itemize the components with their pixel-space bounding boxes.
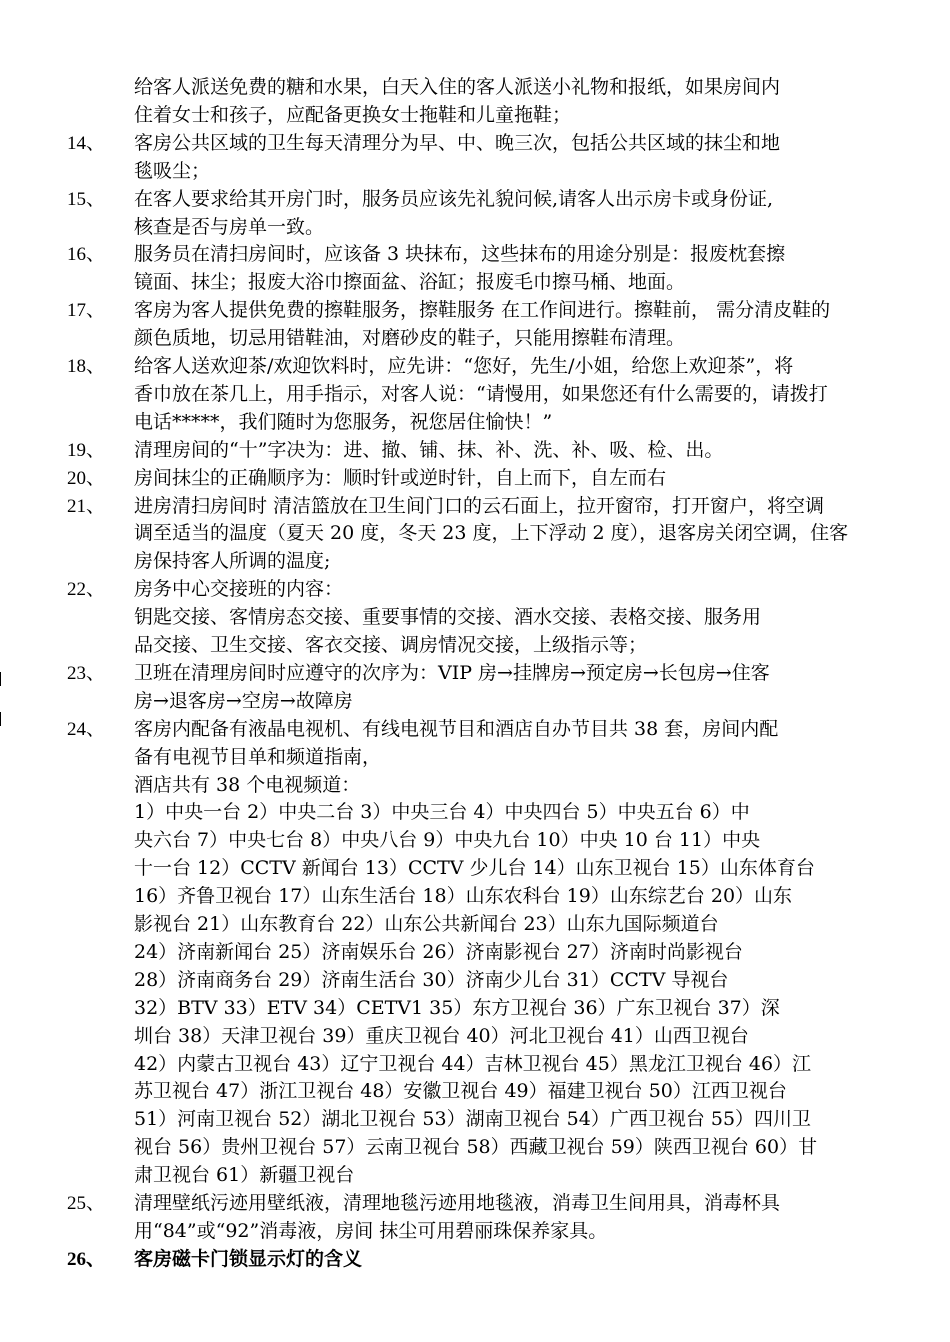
item-number: 15、 [67,188,106,210]
text-line: 房间抹尘的正确顺序为：顺时针或逆时针，自上而下，自左而右 [134,466,667,489]
text-line: 调至适当的温度（夏天 20 度，冬天 23 度，上下浮动 2 度），退客房关闭空调，住客 [134,522,849,545]
text-line: 肃卫视台 61）新疆卫视台 [134,1164,355,1187]
text-line: 住着女士和孩子，应配备更换女士拖鞋和儿童拖鞋； [134,103,572,126]
item-number: 23、 [67,662,106,684]
text-line: 51）河南卫视台 52）湖北卫视台 53）湖南卫视台 54）广西卫视台 55）四川卫 [134,1108,812,1131]
text-line: 钥匙交接、客情房态交接、重要事情的交接、酒水交接、表格交接、服务用 [134,606,762,629]
text-line: 客房为客人提供免费的擦鞋服务，擦鞋服务 在工作间进行。擦鞋前， 需分清皮鞋的 [134,299,831,322]
item-number: 20、 [67,467,106,489]
text-line: 视台 56）贵州卫视台 57）云南卫视台 58）西藏卫视台 59）陕西卫视台 60）甘 [134,1136,818,1159]
text-line: 备有电视节目单和频道指南， [134,745,382,768]
text-line: 在客人要求给其开房门时，服务员应该先礼貌问候,请客人出示房卡或身份证, [134,187,774,210]
item-number: 18、 [67,356,106,377]
text-line: 客房内配备有液晶电视机、有线电视节目和酒店自办节目共 38 套，房间内配 [134,717,779,740]
text-line: 24）济南新闻台 25）济南娱乐台 26）济南影视台 27）济南时尚影视台 [134,940,743,963]
text-line: 进房清扫房间时 清洁篮放在卫生间门口的云石面上，拉开窗帘，打开窗户，将空调 [134,494,825,517]
text-line: 房务中心交接班的内容： [134,578,344,601]
text-line: 28）济南商务台 29）济南生活台 30）济南少儿台 31）CCTV 导视台 [134,968,729,991]
text-line: 酒店共有 38 个电视频道： [134,773,361,796]
text-line: 清理壁纸污迹用壁纸液，清理地毯污迹用地毯液，消毒卫生间用具，消毒杯具 [134,1192,781,1214]
text-line: 用“84”或“92”消毒液，房间 抹尘可用碧丽珠保养家具。 [134,1219,608,1242]
item-number: 22、 [67,579,106,601]
text-line: 圳台 38）天津卫视台 39）重庆卫视台 40）河北卫视台 41）山西卫视台 [134,1024,749,1047]
text-line: 镜面、抹尘；报废大浴巾擦面盆、浴缸；报废毛巾擦马桶、地面。 [134,271,686,294]
text-line: 电话*****，我们随时为您服务，祝您居住愉快！” [134,410,553,433]
text-line: 苏卫视台 47）浙江卫视台 48）安徽卫视台 49）福建卫视台 50）江西卫视台 [134,1080,787,1103]
text-line: 16）齐鲁卫视台 17）山东生活台 18）山东农科台 19）山东综艺台 20）山东 [134,885,793,908]
text-line: 42）内蒙古卫视台 43）辽宁卫视台 44）吉林卫视台 45）黑龙江卫视台 46）江 [134,1052,812,1075]
text-line: 客房磁卡门锁显示灯的含义 [134,1247,363,1270]
item-number: 25、 [67,1193,106,1214]
text-line: 给客人送欢迎茶/欢迎饮料时，应先讲：“您好，先生/小姐，给您上欢迎茶”，将 [134,355,794,377]
text-line: 香巾放在茶几上，用手指示，对客人说：“请慢用，如果您还有什么需要的，请拨打 [134,382,828,405]
text-line: 央六台 7）中央七台 8）中央八台 9）中央九台 10）中央 10 台 11）中央 [134,829,761,852]
item-number: 21、 [67,495,106,517]
text-line: 服务员在清扫房间时，应该备 3 块抹布，这些抹布的用途分别是：报废枕套擦 [134,243,786,266]
text-line: 给客人派送免费的糖和水果，白天入住的客人派送小礼物和报纸，如果房间内 [134,76,781,98]
text-line: 颜色质地，切忌用错鞋油，对磨砂皮的鞋子，只能用擦鞋布清理。 [134,327,686,350]
text-line: 清理房间的“十”字决为：进、撤、铺、抹、补、洗、补、吸、检、出。 [134,438,724,461]
text-line: 影视台 21）山东教育台 22）山东公共新闻台 23）山东九国际频道台 [134,913,719,935]
text-line: 卫班在清理房间时应遵守的次序为：VIP 房→挂牌房→预定房→长包房→住客 [134,661,770,684]
text-line: 32）BTV 33）ETV 34）CETV1 35）东方卫视台 36）广东卫视台 37）深 [134,996,780,1019]
item-number: 16、 [67,244,106,266]
text-line: 客房公共区域的卫生每天清理分为早、中、晚三次，包括公共区域的抹尘和地 [134,131,781,154]
item-number: 19、 [67,439,106,461]
margin-mark [0,712,4,726]
text-line: 品交接、卫生交接、客衣交接、调房情况交接，上级指示等； [134,634,648,656]
item-number: 26、 [67,1248,106,1270]
text-line: 毯吸尘； [134,159,211,182]
text-line: 1）中央一台 2）中央二台 3）中央三台 4）中央四台 5）中央五台 6）中 [134,801,750,824]
item-number: 17、 [67,300,106,322]
text-line: 房保持客人所调的温度; [134,550,331,573]
text-line: 房→退客房→空房→故障房 [134,689,353,712]
text-line: 核查是否与房单一致。 [134,215,325,238]
text-line: 十一台 12）CCTV 新闻台 13）CCTV 少儿台 14）山东卫视台 15）山东体育台 [134,857,815,880]
margin-mark [0,672,4,686]
item-number: 14、 [67,132,106,154]
item-number: 24、 [67,718,106,740]
